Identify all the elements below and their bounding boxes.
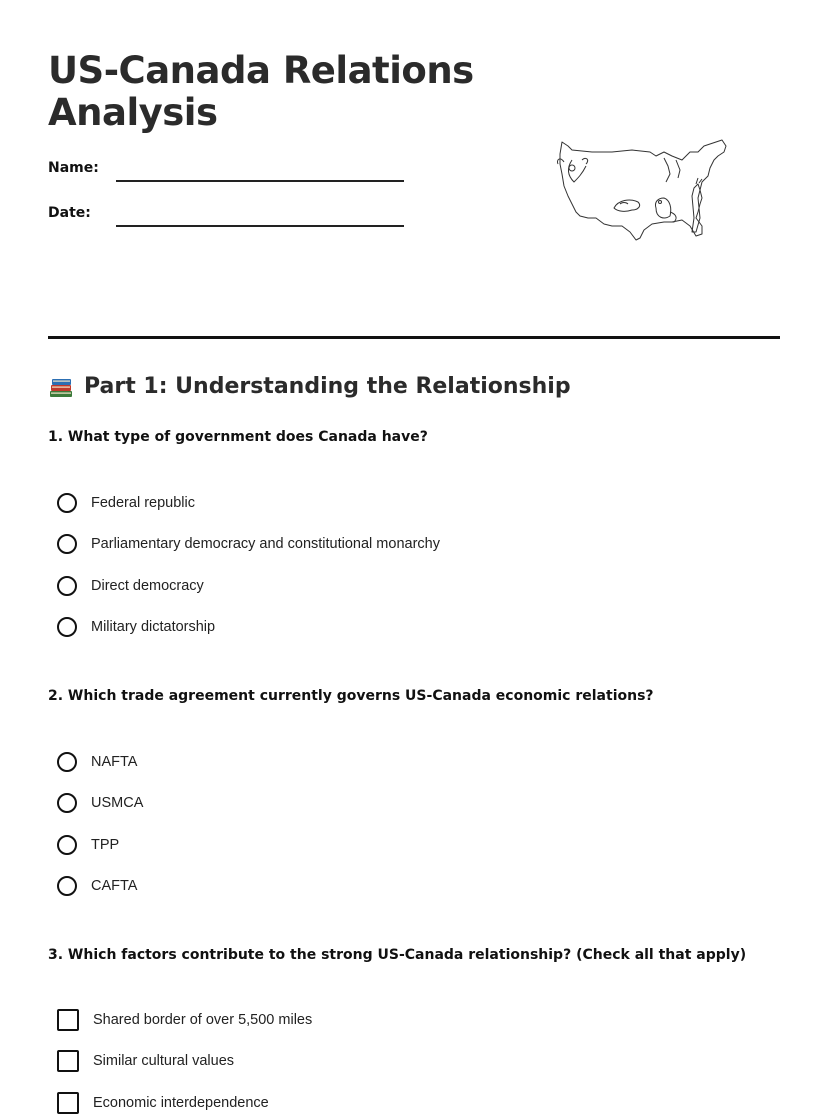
- q3-option-2[interactable]: [57, 1048, 234, 1074]
- option-label: TPP: [91, 837, 120, 853]
- option-label: Direct democracy: [91, 578, 204, 594]
- option-label: Federal republic: [91, 495, 195, 511]
- checkbox[interactable]: [57, 1092, 79, 1114]
- us-map-illustration: [552, 138, 732, 246]
- q1-option-2[interactable]: [57, 531, 440, 557]
- section-divider: [48, 336, 780, 339]
- part1-heading: [48, 374, 571, 399]
- page-title: US-Canada Relations Analysis: [48, 49, 474, 134]
- radio-button[interactable]: [57, 793, 77, 813]
- radio-button[interactable]: [57, 835, 77, 855]
- option-label: NAFTA: [91, 754, 138, 770]
- radio-button[interactable]: [57, 876, 77, 896]
- part1-title: Part 1: Understanding the Relationship: [84, 374, 571, 399]
- option-label: USMCA: [91, 795, 144, 811]
- question-2: 2. Which trade agreement currently governs US-Canada economic relations?: [48, 688, 654, 704]
- option-label: Military dictatorship: [91, 619, 216, 635]
- radio-button[interactable]: [57, 576, 77, 596]
- q2-option-2[interactable]: [57, 790, 143, 816]
- q3-option-1[interactable]: [57, 1007, 312, 1033]
- option-label: CAFTA: [91, 878, 138, 894]
- checkbox[interactable]: [57, 1009, 79, 1031]
- radio-button[interactable]: [57, 617, 77, 637]
- radio-button[interactable]: [57, 534, 77, 554]
- q1-option-1[interactable]: [57, 490, 195, 516]
- question-3: 3. Which factors contribute to the strong US-Canada relationship? (Check all that apply): [48, 947, 747, 963]
- name-label: Name:: [48, 160, 99, 176]
- q1-option-3[interactable]: [57, 573, 204, 599]
- q3-option-3[interactable]: [57, 1090, 269, 1116]
- q1-option-4[interactable]: [57, 614, 215, 640]
- books-icon: [48, 375, 74, 399]
- option-label: Parliamentary democracy and constitutional monarchy: [91, 536, 440, 552]
- radio-button[interactable]: [57, 752, 77, 772]
- date-field[interactable]: [116, 225, 404, 227]
- checkbox[interactable]: [57, 1050, 79, 1072]
- option-label: Similar cultural values: [93, 1053, 235, 1069]
- q2-option-4[interactable]: [57, 873, 137, 899]
- date-label: Date:: [48, 205, 91, 221]
- option-label: Economic interdependence: [93, 1095, 269, 1111]
- name-field[interactable]: [116, 180, 404, 182]
- q2-option-3[interactable]: [57, 832, 119, 858]
- q2-option-1[interactable]: [57, 749, 137, 775]
- option-label: Shared border of over 5,500 miles: [93, 1012, 313, 1028]
- question-1: 1. What type of government does Canada have?: [48, 429, 428, 445]
- radio-button[interactable]: [57, 493, 77, 513]
